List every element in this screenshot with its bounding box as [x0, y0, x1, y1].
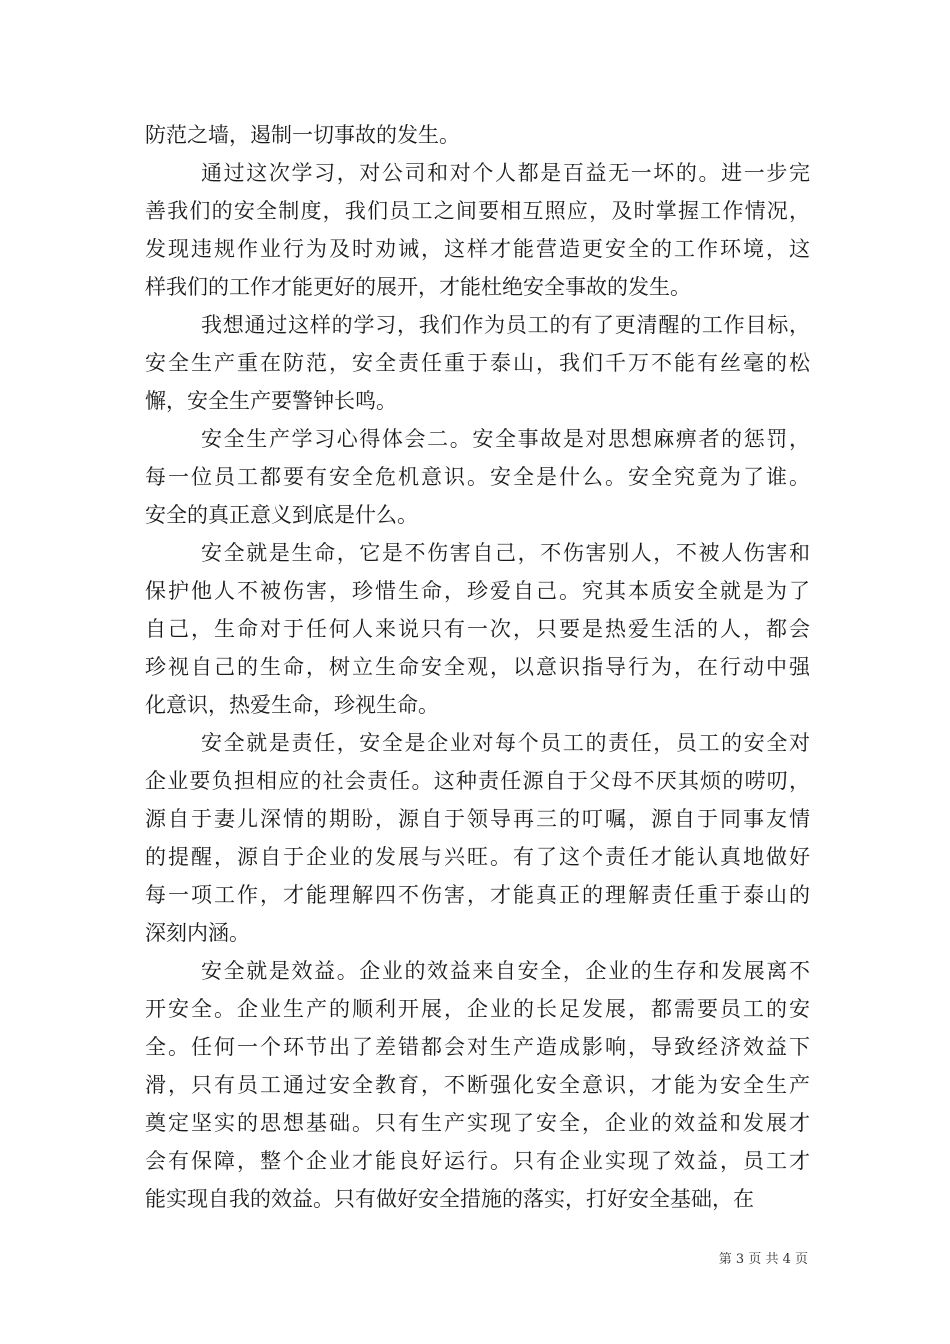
- text-line: 懈，安全生产要警钟长鸣。: [145, 389, 397, 413]
- text-line: 珍视自己的生命，树立生命安全观，以意识指导行为，在行动中强: [145, 655, 810, 679]
- text-line: 安全就是效益。企业的效益来自安全，企业的生存和发展离不: [201, 959, 810, 983]
- text-line: 我想通过这样的学习，我们作为员工的有了更清醒的工作目标，: [201, 313, 810, 337]
- text-line: 深刻内涵。: [145, 921, 250, 945]
- text-line: 企业要负担相应的社会责任。这种责任源自于父母不厌其烦的唠叨，: [145, 769, 810, 793]
- text-line: 滑，只有员工通过安全教育，不断强化安全意识，才能为安全生产: [145, 1073, 810, 1097]
- paragraph: [145, 116, 810, 154]
- text-line: 奠定坚实的思想基础。只有生产实现了安全，企业的效益和发展才: [145, 1111, 810, 1135]
- text-line: 安全的真正意义到底是什么。: [145, 503, 418, 527]
- text-line: 防范之墙，遏制一切事故的发生。: [145, 123, 460, 147]
- text-line: 安全生产学习心得体会二。安全事故是对思想麻痹者的惩罚，: [201, 427, 810, 451]
- paragraph: [145, 306, 810, 420]
- text-line: 发现违规作业行为及时劝诫，这样才能营造更安全的工作环境，这: [145, 237, 810, 261]
- text-line: 开安全。企业生产的顺利开展，企业的长足发展，都需要员工的安: [145, 997, 810, 1021]
- paragraph: [145, 534, 810, 724]
- text-line: 安全就是责任，安全是企业对每个员工的责任，员工的安全对: [201, 731, 810, 755]
- text-line: 能实现自我的效益。只有做好安全措施的落实，打好安全基础，在: [145, 1187, 754, 1211]
- paragraph: [145, 952, 810, 1218]
- document-body: [145, 116, 810, 1218]
- text-line: 自己，生命对于任何人来说只有一次，只要是热爱生活的人，都会: [145, 617, 810, 641]
- text-line: 安全生产重在防范，安全责任重于泰山，我们千万不能有丝毫的松: [145, 351, 810, 375]
- text-line: 保护他人不被伤害，珍惜生命，珍爱自己。究其本质安全就是为了: [145, 579, 810, 603]
- text-line: 每一项工作，才能理解四不伤害，才能真正的理解责任重于泰山的: [145, 883, 810, 907]
- page-number: 第 3 页 共 4 页: [718, 1252, 808, 1267]
- text-line: 的提醒，源自于企业的发展与兴旺。有了这个责任才能认真地做好: [145, 845, 810, 869]
- text-line: 源自于妻儿深情的期盼，源自于领导再三的叮嘱，源自于同事友情: [145, 807, 810, 831]
- text-line: 全。任何一个环节出了差错都会对生产造成影响，导致经济效益下: [145, 1035, 810, 1059]
- text-line: 每一位员工都要有安全危机意识。安全是什么。安全究竟为了谁。: [145, 465, 810, 489]
- text-line: 会有保障，整个企业才能良好运行。只有企业实现了效益，员工才: [145, 1149, 810, 1173]
- paragraph: [145, 724, 810, 952]
- text-line: 安全就是生命，它是不伤害自己，不伤害别人，不被人伤害和: [201, 541, 810, 565]
- paragraph: [145, 420, 810, 534]
- text-line: 通过这次学习，对公司和对个人都是百益无一坏的。进一步完: [201, 161, 810, 185]
- paragraph: [145, 154, 810, 306]
- text-line: 化意识，热爱生命，珍视生命。: [145, 693, 439, 717]
- text-line: 善我们的安全制度，我们员工之间要相互照应，及时掌握工作情况，: [145, 199, 810, 223]
- text-line: 样我们的工作才能更好的展开，才能杜绝安全事故的发生。: [145, 275, 691, 299]
